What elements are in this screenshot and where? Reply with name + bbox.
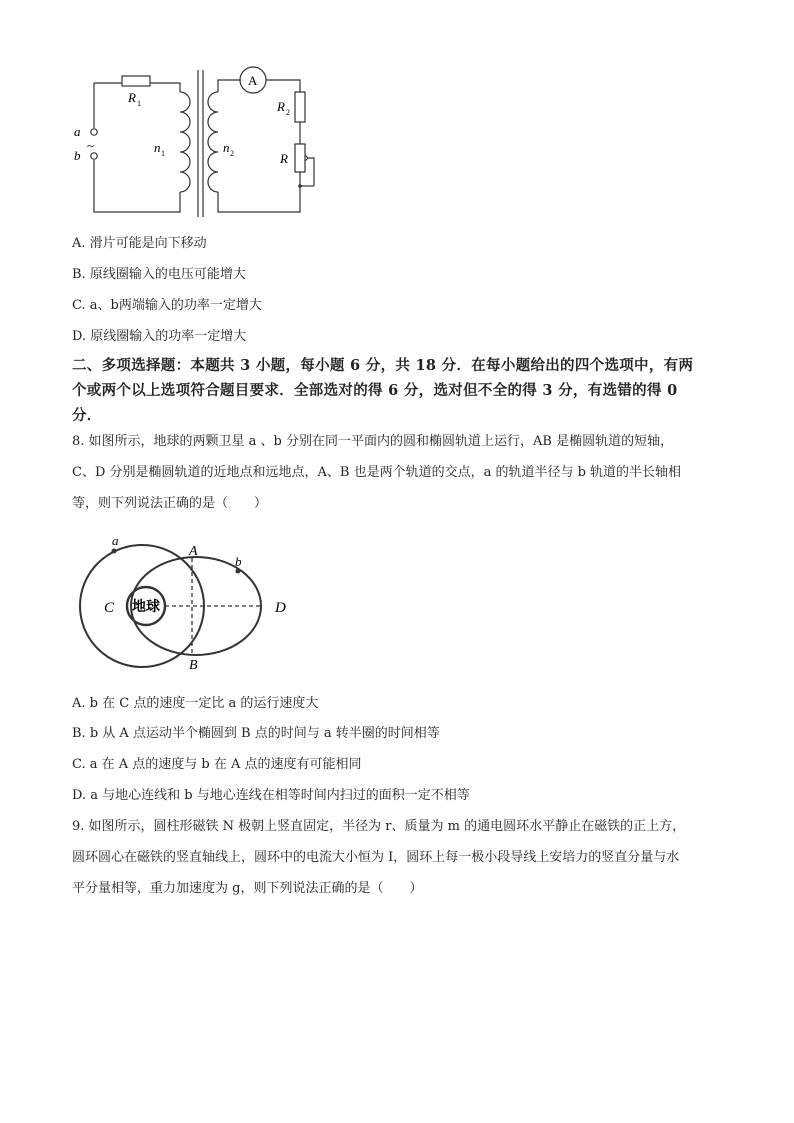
q9-stem-line3: 平分量相等，重力加速度为 g，则下列说法正确的是（ ） [72, 881, 423, 896]
svg-text:2: 2 [286, 108, 290, 117]
point-a-label: A [189, 544, 198, 559]
q8-option-b: B. b 从 A 点运动半个椭圆到 B 点的时间与 a 转半圈的时间相等 [72, 726, 440, 741]
q8-option-c: C. a 在 A 点的速度与 b 在 A 点的速度有可能相同 [72, 757, 362, 772]
terminal-a-label: a [74, 124, 81, 139]
q8-option-d: D. a 与地心连线和 b 与地心连线在相等时间内扫过的面积一定不相等 [72, 788, 470, 803]
satellite-a-dot [112, 549, 117, 554]
terminal-b-label: b [74, 148, 81, 163]
section2-heading-line1: 二、多项选择题：本题共 3 小题，每小题 6 分，共 18 分．在每小题给出的四个选项中，有两 [72, 357, 694, 374]
primary-coil [180, 92, 190, 192]
q9-stem-line1: 9. 如图所示，圆柱形磁铁 N 极朝上竖直固定，半径为 r、质量为 m 的通电圆环水平静止在磁铁的正上方， [72, 819, 686, 834]
rheostat-r [295, 144, 305, 172]
svg-text:1: 1 [161, 149, 165, 158]
label-r2: R [277, 99, 285, 114]
svg-text:1: 1 [137, 99, 141, 108]
ac-source-symbol: ~ [87, 138, 95, 153]
q7-option-c: C. a、b两端输入的功率一定增大 [72, 298, 262, 313]
q7-option-d: D. 原线圈输入的功率一定增大 [72, 329, 247, 344]
point-b-label: B [189, 658, 198, 673]
label-n2: n [223, 140, 230, 155]
satellite-a-label: a [112, 533, 119, 548]
resistor-r2 [295, 92, 305, 122]
point-c-label: C [104, 600, 115, 616]
satellite-b-dot [236, 569, 241, 574]
ammeter-label: A [248, 73, 258, 88]
point-d-label: D [275, 600, 286, 616]
resistor-r1 [122, 76, 150, 86]
q8-stem-line3: 等，则下列说法正确的是（ ） [72, 496, 268, 511]
q8-stem-line1: 8. 如图所示，地球的两颗卫星 a 、b 分别在同一平面内的圆和椭圆轨道上运行，AB 是椭圆轨道的短轴， [72, 434, 674, 449]
q7-option-a: A. 滑片可能是向下移动 [72, 236, 207, 251]
orbit-figure [70, 528, 300, 678]
secondary-coil [208, 92, 218, 192]
label-r1: R [128, 90, 136, 105]
svg-text:2: 2 [230, 149, 234, 158]
label-n1: n [154, 140, 161, 155]
q7-option-b: B. 原线圈输入的电压可能增大 [72, 267, 246, 282]
section2-heading-line2: 个或两个以上选项符合题目要求．全部选对的得 6 分，选对但不全的得 3 分，有选错的得 0 [72, 382, 678, 399]
transformer-circuit-figure [60, 62, 330, 222]
earth-label: 地球 [132, 600, 160, 615]
q8-stem-line2: C、D 分别是椭圆轨道的近地点和远地点，A、B 也是两个轨道的交点，a 的轨道半径与 b 轨道的半长轴相 [72, 465, 682, 480]
section2-heading-line3: 分． [72, 407, 102, 424]
label-r: R [280, 151, 288, 166]
q8-option-a: A. b 在 C 点的速度一定比 a 的运行速度大 [72, 696, 319, 711]
satellite-b-label: b [235, 554, 242, 569]
q9-stem-line2: 圆环圆心在磁铁的竖直轴线上，圆环中的电流大小恒为 I，圆环上每一极小段导线上安培力的竖直分量与水 [72, 850, 680, 865]
